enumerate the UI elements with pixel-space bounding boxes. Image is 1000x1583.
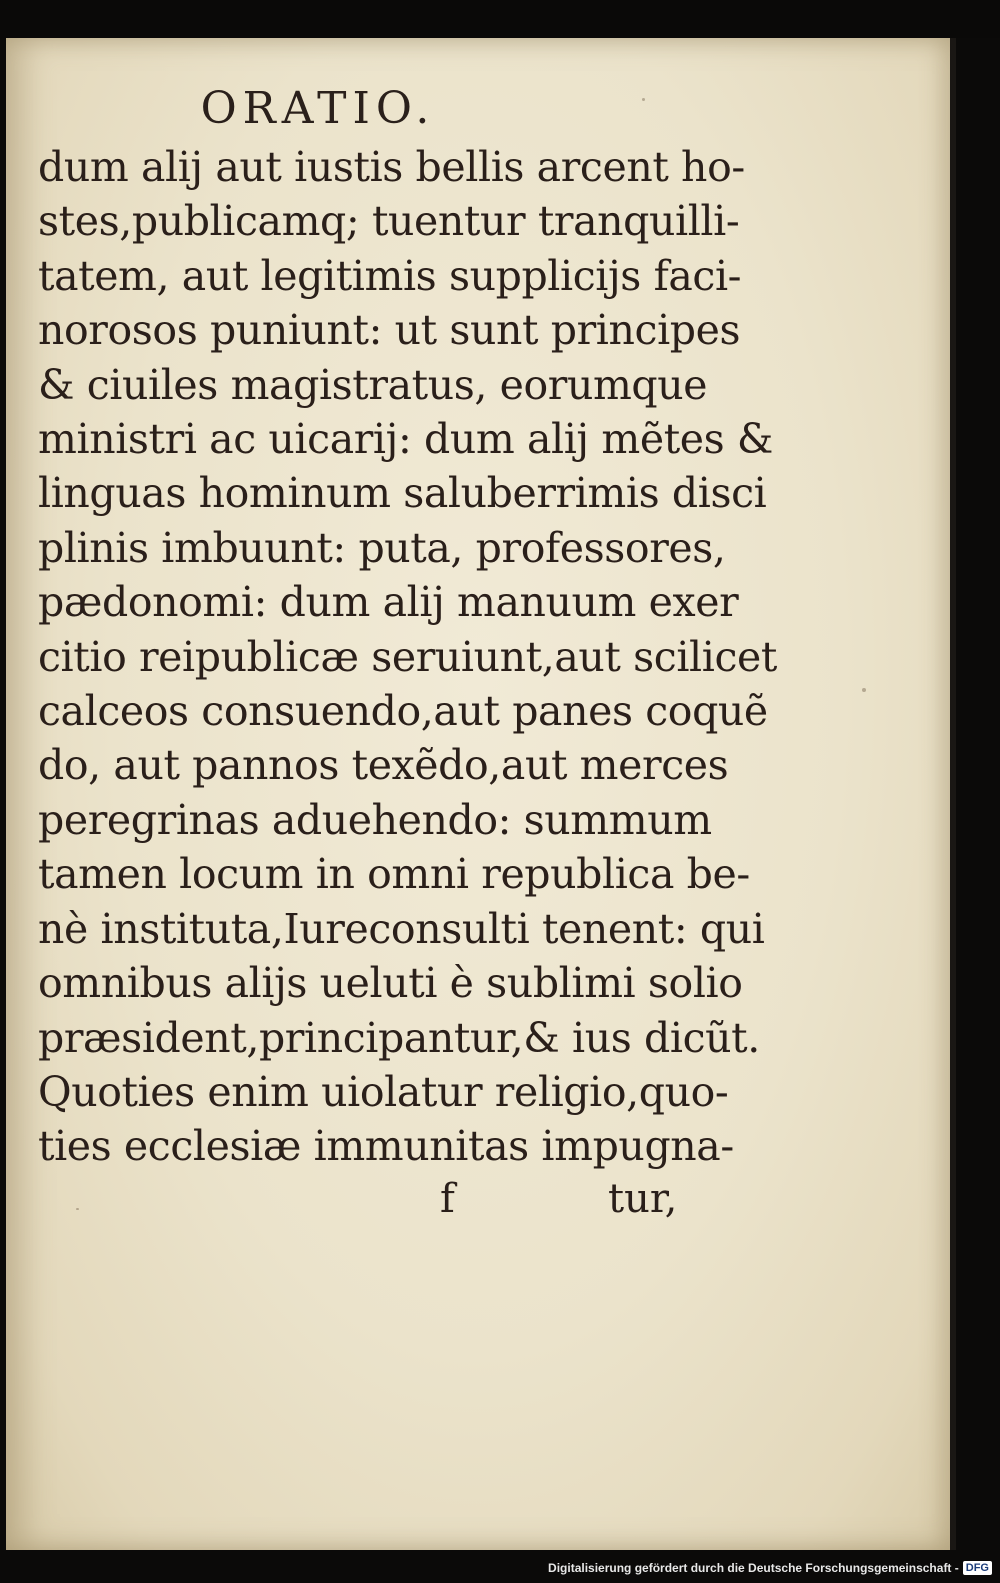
text-line: plinis imbuunt: puta, professores, xyxy=(38,523,726,572)
text-line: tamen locum in omni republica be- xyxy=(38,850,750,899)
text-line: citio reipublicæ seruiunt,aut scilicet xyxy=(38,632,777,681)
page-text xyxy=(38,83,777,1236)
text-line: tatem, aut legitimis supplicijs faci- xyxy=(38,251,742,300)
text-line: nè instituta,Iureconsulti tenent: qui xyxy=(38,904,765,953)
text-line: peregrinas aduehendo: summum xyxy=(38,795,712,844)
text-line: linguas hominum saluberrimis disci xyxy=(38,469,767,518)
text-line: præsident,principantur,& ius dicũt. xyxy=(38,1013,760,1062)
running-head: ORATIO. xyxy=(200,83,436,134)
text-line: do, aut pannos texẽdo,aut merces xyxy=(38,741,729,790)
text-line: Quoties enim uiolatur religio,quo- xyxy=(38,1067,729,1116)
text-line: norosos puniunt: ut sunt principes xyxy=(38,306,741,355)
credit-text: Digitalisierung gefördert durch die Deutsche Forschungsgemeinschaft - xyxy=(548,1561,959,1575)
text-line: ties ecclesiæ immunitas impugna- xyxy=(38,1122,734,1171)
page-footer xyxy=(38,1176,718,1236)
body-text xyxy=(38,140,777,1174)
text-line: stes,publicamq; tuentur tranquilli- xyxy=(38,197,740,246)
catchword: tur, xyxy=(608,1175,678,1222)
text-line: pædonomi: dum alij manuum exer xyxy=(38,578,739,627)
text-line: & ciuiles magistratus, eorumque xyxy=(38,360,708,409)
text-line: omnibus alijs ueluti è sublimi solio xyxy=(38,959,743,1008)
text-line: ministri ac uicarij: dum alij mẽtes & xyxy=(38,415,774,464)
paper-speck xyxy=(862,688,866,692)
text-line: dum alij aut iustis bellis arcent ho- xyxy=(38,143,745,191)
signature-mark: f xyxy=(440,1175,455,1222)
scan-top-border xyxy=(0,0,1000,38)
digitization-credit xyxy=(548,1557,992,1579)
dfg-logo-icon: DFG xyxy=(963,1561,992,1575)
text-line: calceos consuendo,aut panes coquẽ xyxy=(38,687,768,736)
